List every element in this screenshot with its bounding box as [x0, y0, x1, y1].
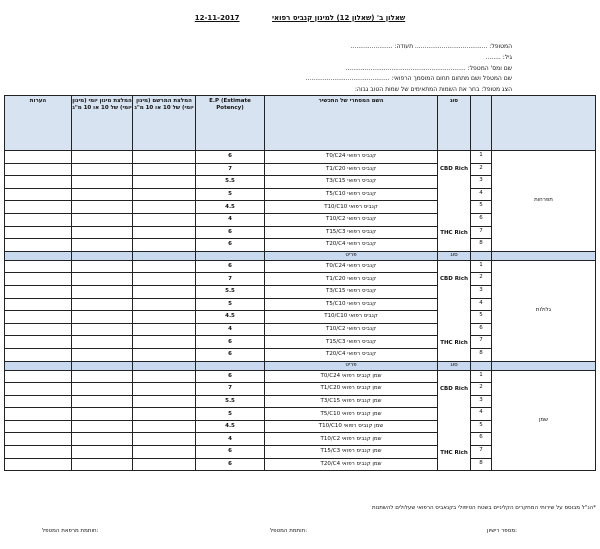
product-name: שמן קנביס רפואי T20/C4	[265, 458, 438, 471]
ep-value: 4.5	[196, 201, 265, 214]
header-notes: הערות	[5, 96, 72, 151]
dose-daily-cell[interactable]	[72, 176, 133, 189]
notes-cell[interactable]	[5, 311, 72, 324]
dose-daily-cell[interactable]	[72, 273, 133, 286]
row-number: 2	[471, 273, 492, 286]
notes-cell[interactable]	[5, 213, 72, 226]
row-number: 2	[471, 383, 492, 396]
dose-daily-cell[interactable]	[72, 163, 133, 176]
dose-daily-cell[interactable]	[72, 213, 133, 226]
notes-cell[interactable]	[5, 446, 72, 459]
row-number: 7	[471, 226, 492, 239]
product-name: קנביס רפואי T20/C4	[265, 348, 438, 361]
row-number: 3	[471, 395, 492, 408]
header-cat	[492, 96, 596, 151]
row-number: 6	[471, 433, 492, 446]
dose-min-cell[interactable]	[133, 151, 196, 164]
section-separator-row	[5, 361, 596, 370]
ep-value: 4.5	[196, 420, 265, 433]
header-product: השם המסחרי של התכשיר	[265, 96, 438, 151]
dose-daily-cell[interactable]	[72, 151, 133, 164]
separator-cell	[471, 361, 492, 370]
ep-value: 6	[196, 370, 265, 383]
separator-cell	[196, 251, 265, 260]
product-name: שמן קנביס רפואי T3/C15	[265, 395, 438, 408]
notes-cell[interactable]	[5, 188, 72, 201]
product-name: קנביס רפואי T5/C10	[265, 298, 438, 311]
notes-cell[interactable]	[5, 226, 72, 239]
separator-cell	[133, 251, 196, 260]
separator-cell	[72, 251, 133, 260]
header-dose-min: המלצת המרשם (מינון יומי) של 10 או 10 מ"ג	[133, 96, 196, 151]
category-label: גלולות	[492, 260, 596, 361]
ep-value: 6	[196, 260, 265, 273]
dose-daily-cell[interactable]	[72, 458, 133, 471]
dose-min-cell[interactable]	[133, 239, 196, 252]
ep-value: 6	[196, 458, 265, 471]
product-name: קנביס רפואי T10/C2	[265, 213, 438, 226]
type-cbd-rich: CBD Rich	[438, 151, 471, 214]
separator-cell	[471, 251, 492, 260]
field-instructions: הצג מטופל: בחר את השמות המתאימים של שמות הטוב גבוה:	[354, 86, 512, 94]
dose-daily-cell[interactable]	[72, 311, 133, 324]
header-ep: E.P (Estimate Potency)	[196, 96, 265, 151]
ep-value: 4	[196, 323, 265, 336]
row-number: 1	[471, 151, 492, 164]
table-header-row	[5, 96, 596, 151]
separator-cell	[5, 251, 72, 260]
product-name: שמן קנביס רפואי T0/C24	[265, 370, 438, 383]
product-name: קנביס רפואי T10/C10	[265, 201, 438, 214]
separator-cell	[5, 361, 72, 370]
notes-cell[interactable]	[5, 408, 72, 421]
product-name: קנביס רפואי T20/C4	[265, 239, 438, 252]
notes-cell[interactable]	[5, 273, 72, 286]
ep-value: 5.5	[196, 285, 265, 298]
ep-value: 6	[196, 348, 265, 361]
row-number: 5	[471, 420, 492, 433]
dose-daily-cell[interactable]	[72, 285, 133, 298]
separator-cell	[492, 251, 596, 260]
notes-cell[interactable]	[5, 395, 72, 408]
product-name: קנביס רפואי T3/C15	[265, 176, 438, 189]
dose-min-cell[interactable]	[133, 408, 196, 421]
product-name: קנביס רפואי T1/C20	[265, 163, 438, 176]
notes-cell[interactable]	[5, 383, 72, 396]
header-type: סוג	[438, 96, 471, 151]
signature-doctor: חותמת המטפל:	[270, 528, 308, 534]
dose-min-cell[interactable]	[133, 176, 196, 189]
product-name: קנביס רפואי T0/C24	[265, 151, 438, 164]
notes-cell[interactable]	[5, 420, 72, 433]
separator-cell	[196, 361, 265, 370]
category-label: שמן	[492, 370, 596, 471]
row-number: 2	[471, 163, 492, 176]
ep-value: 7	[196, 273, 265, 286]
product-name: קנביס רפואי T0/C24	[265, 260, 438, 273]
product-name: קנביס רפואי T3/C15	[265, 285, 438, 298]
table-row	[5, 260, 596, 273]
table-row	[5, 370, 596, 383]
notes-cell[interactable]	[5, 239, 72, 252]
product-name: שמן קנביס רפואי T15/C3	[265, 446, 438, 459]
row-number: 5	[471, 201, 492, 214]
type-thc-rich: THC Rich	[438, 213, 471, 251]
notes-cell[interactable]	[5, 151, 72, 164]
dose-min-cell[interactable]	[133, 260, 196, 273]
dose-daily-cell[interactable]	[72, 395, 133, 408]
dose-daily-cell[interactable]	[72, 226, 133, 239]
patient-fields	[82, 42, 512, 96]
product-name: קנביס רפואי T10/C10	[265, 311, 438, 324]
dose-min-cell[interactable]	[133, 201, 196, 214]
document-title-text: שאלון ב' (שאלון 12) למינון קנביס רפואי	[272, 14, 406, 22]
dose-min-cell[interactable]	[133, 370, 196, 383]
notes-cell[interactable]	[5, 370, 72, 383]
ep-value: 7	[196, 163, 265, 176]
dose-daily-cell[interactable]	[72, 348, 133, 361]
separator-type: סוג	[438, 361, 471, 370]
ep-value: 6	[196, 226, 265, 239]
type-thc-rich: THC Rich	[438, 323, 471, 361]
product-name: שמן קנביס רפואי T10/C2	[265, 433, 438, 446]
row-number: 7	[471, 336, 492, 349]
separator-product: פריט	[265, 361, 438, 370]
ep-value: 6	[196, 336, 265, 349]
dose-min-cell[interactable]	[133, 273, 196, 286]
dose-min-cell[interactable]	[133, 311, 196, 324]
dose-daily-cell[interactable]	[72, 433, 133, 446]
notes-cell[interactable]	[5, 176, 72, 189]
header-dose-daily: המלצת מינון יומי (מינון יומי) של 10 או 10 מ"ג	[72, 96, 133, 151]
type-thc-rich: THC Rich	[438, 433, 471, 471]
table-row	[5, 151, 596, 164]
product-name: קנביס רפואי T10/C2	[265, 323, 438, 336]
dose-daily-cell[interactable]	[72, 323, 133, 336]
notes-cell[interactable]	[5, 348, 72, 361]
ep-value: 6	[196, 239, 265, 252]
row-number: 5	[471, 311, 492, 324]
row-number: 6	[471, 213, 492, 226]
dose-min-cell[interactable]	[133, 458, 196, 471]
row-number: 7	[471, 446, 492, 459]
dose-min-cell[interactable]	[133, 420, 196, 433]
separator-cell	[133, 361, 196, 370]
separator-product: פריט	[265, 251, 438, 260]
row-number: 4	[471, 408, 492, 421]
dose-daily-cell[interactable]	[72, 336, 133, 349]
row-number: 3	[471, 176, 492, 189]
dose-daily-cell[interactable]	[72, 298, 133, 311]
product-name: קנביס רפואי T1/C20	[265, 273, 438, 286]
dose-min-cell[interactable]	[133, 395, 196, 408]
ep-value: 6	[196, 151, 265, 164]
separator-cell	[492, 361, 596, 370]
product-name: קנביס רפואי T15/C3	[265, 226, 438, 239]
row-number: 8	[471, 348, 492, 361]
document-title	[0, 14, 600, 22]
product-name: קנביס רפואי T5/C10	[265, 188, 438, 201]
category-label: תפרחות	[492, 151, 596, 252]
row-number: 1	[471, 370, 492, 383]
dose-daily-cell[interactable]	[72, 446, 133, 459]
notes-cell[interactable]	[5, 163, 72, 176]
dose-daily-cell[interactable]	[72, 260, 133, 273]
row-number: 1	[471, 260, 492, 273]
row-number: 3	[471, 285, 492, 298]
ep-value: 5.5	[196, 395, 265, 408]
dose-min-cell[interactable]	[133, 336, 196, 349]
signature-license: מספר רישיון:	[487, 528, 517, 534]
dose-daily-cell[interactable]	[72, 370, 133, 383]
dose-min-cell[interactable]	[133, 383, 196, 396]
product-name: שמן קנביס רפואי T1/C20	[265, 383, 438, 396]
field-therapist: שם ומס' המטפל: ...............................................................	[345, 64, 512, 72]
dose-min-cell[interactable]	[133, 285, 196, 298]
dose-min-cell[interactable]	[133, 348, 196, 361]
dose-min-cell[interactable]	[133, 433, 196, 446]
product-name: קנביס רפואי T15/C3	[265, 336, 438, 349]
dose-min-cell[interactable]	[133, 213, 196, 226]
notes-cell[interactable]	[5, 298, 72, 311]
dose-min-cell[interactable]	[133, 226, 196, 239]
dose-daily-cell[interactable]	[72, 201, 133, 214]
ep-value: 5	[196, 188, 265, 201]
dose-min-cell[interactable]	[133, 446, 196, 459]
ep-value: 4	[196, 433, 265, 446]
row-number: 4	[471, 298, 492, 311]
ep-value: 4	[196, 213, 265, 226]
field-specialist: שם המטפל ושם מתחום תחום המוסמך הרפואי: ............................................	[305, 75, 512, 83]
ep-value: 7	[196, 383, 265, 396]
type-cbd-rich: CBD Rich	[438, 370, 471, 433]
document-date: 12-11-2017	[194, 14, 240, 22]
dose-daily-cell[interactable]	[72, 408, 133, 421]
notes-cell[interactable]	[5, 323, 72, 336]
ep-value: 4.5	[196, 311, 265, 324]
separator-type: סוג	[438, 251, 471, 260]
notes-cell[interactable]	[5, 336, 72, 349]
dosage-table	[4, 95, 596, 471]
type-cbd-rich: CBD Rich	[438, 260, 471, 323]
notes-cell[interactable]	[5, 458, 72, 471]
notes-cell[interactable]	[5, 201, 72, 214]
footnote: *הנ"ל מבוסס על שירותי המחקרים הקליניים בשטח הטיפולי בקנאביס הרפואי שעלולים להשתנות	[371, 505, 596, 511]
ep-value: 5	[196, 408, 265, 421]
product-name: שמן קנביס רפואי T5/C10	[265, 408, 438, 421]
dose-min-cell[interactable]	[133, 163, 196, 176]
dose-daily-cell[interactable]	[72, 188, 133, 201]
row-number: 8	[471, 458, 492, 471]
signature-clinic: חותמת מרפאת המטפל:	[42, 528, 99, 534]
notes-cell[interactable]	[5, 433, 72, 446]
separator-cell	[72, 361, 133, 370]
dose-daily-cell[interactable]	[72, 383, 133, 396]
header-num	[471, 96, 492, 151]
ep-value: 5.5	[196, 176, 265, 189]
row-number: 8	[471, 239, 492, 252]
dose-min-cell[interactable]	[133, 188, 196, 201]
section-separator-row	[5, 251, 596, 260]
row-number: 4	[471, 188, 492, 201]
product-name: שמן קנביס רפואי T10/C10	[265, 420, 438, 433]
field-age: גיל: ........	[485, 53, 512, 61]
dose-daily-cell[interactable]	[72, 239, 133, 252]
row-number: 6	[471, 323, 492, 336]
field-patient: המטופל: ...................................... תעודה: ......................	[350, 43, 512, 50]
notes-cell[interactable]	[5, 285, 72, 298]
dose-min-cell[interactable]	[133, 298, 196, 311]
ep-value: 6	[196, 446, 265, 459]
notes-cell[interactable]	[5, 260, 72, 273]
dose-daily-cell[interactable]	[72, 420, 133, 433]
dose-min-cell[interactable]	[133, 323, 196, 336]
ep-value: 5	[196, 298, 265, 311]
